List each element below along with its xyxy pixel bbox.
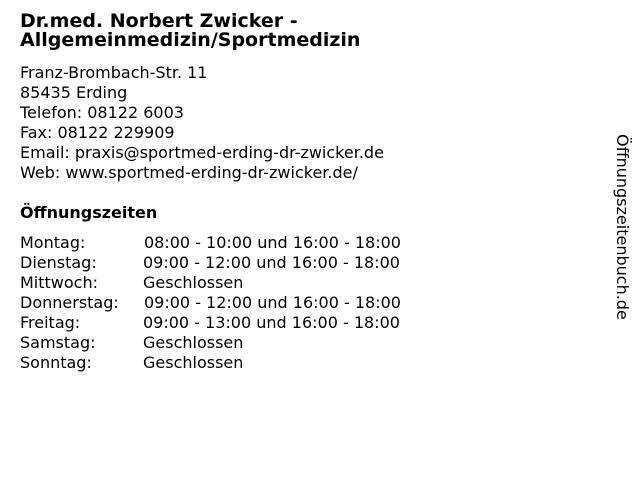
day-label: Sonntag: <box>20 353 92 372</box>
phone-line: Telefon: 08122 6003 <box>20 103 184 122</box>
city-line: 85435 Erding <box>20 83 128 102</box>
fax-line: Fax: 08122 229909 <box>20 123 175 142</box>
time-value: Geschlossen <box>143 273 244 292</box>
hours-row-monday <box>20 233 610 253</box>
hours-row-friday <box>20 313 610 333</box>
day-label: Freitag: <box>20 313 81 332</box>
opening-hours-table <box>20 233 610 373</box>
time-value: 09:00 - 12:00 und 16:00 - 18:00 <box>144 293 401 312</box>
hours-row-saturday <box>20 333 610 353</box>
time-value: Geschlossen <box>143 353 244 372</box>
web-line: Web: www.sportmed-erding-dr-zwicker.de/ <box>20 163 358 182</box>
email-line: Email: praxis@sportmed-erding-dr-zwicker.de <box>20 143 384 162</box>
practice-card <box>20 12 610 373</box>
site-watermark-text: Öffnungszeitenbuch.de <box>613 134 632 320</box>
hours-row-wednesday <box>20 273 610 293</box>
hours-row-thursday <box>20 293 610 313</box>
time-value: 08:00 - 10:00 und 16:00 - 18:00 <box>144 233 401 252</box>
day-label: Donnerstag: <box>20 293 119 312</box>
time-value: Geschlossen <box>143 333 244 352</box>
practice-name: Dr.med. Norbert Zwicker - Allgemeinmedizin/Sportmedizin <box>20 10 361 51</box>
hours-row-tuesday <box>20 253 610 273</box>
time-value: 09:00 - 12:00 und 16:00 - 18:00 <box>143 253 400 272</box>
site-watermark <box>608 134 636 374</box>
opening-hours-heading: Öffnungszeiten <box>20 203 158 222</box>
street-address: Franz-Brombach-Str. 11 <box>20 63 208 82</box>
time-value: 09:00 - 13:00 und 16:00 - 18:00 <box>143 313 400 332</box>
day-label: Dienstag: <box>20 253 97 272</box>
day-label: Samstag: <box>20 333 96 352</box>
day-label: Mittwoch: <box>20 273 98 292</box>
day-label: Montag: <box>20 233 86 252</box>
hours-row-sunday <box>20 353 610 373</box>
address-block <box>20 63 610 183</box>
